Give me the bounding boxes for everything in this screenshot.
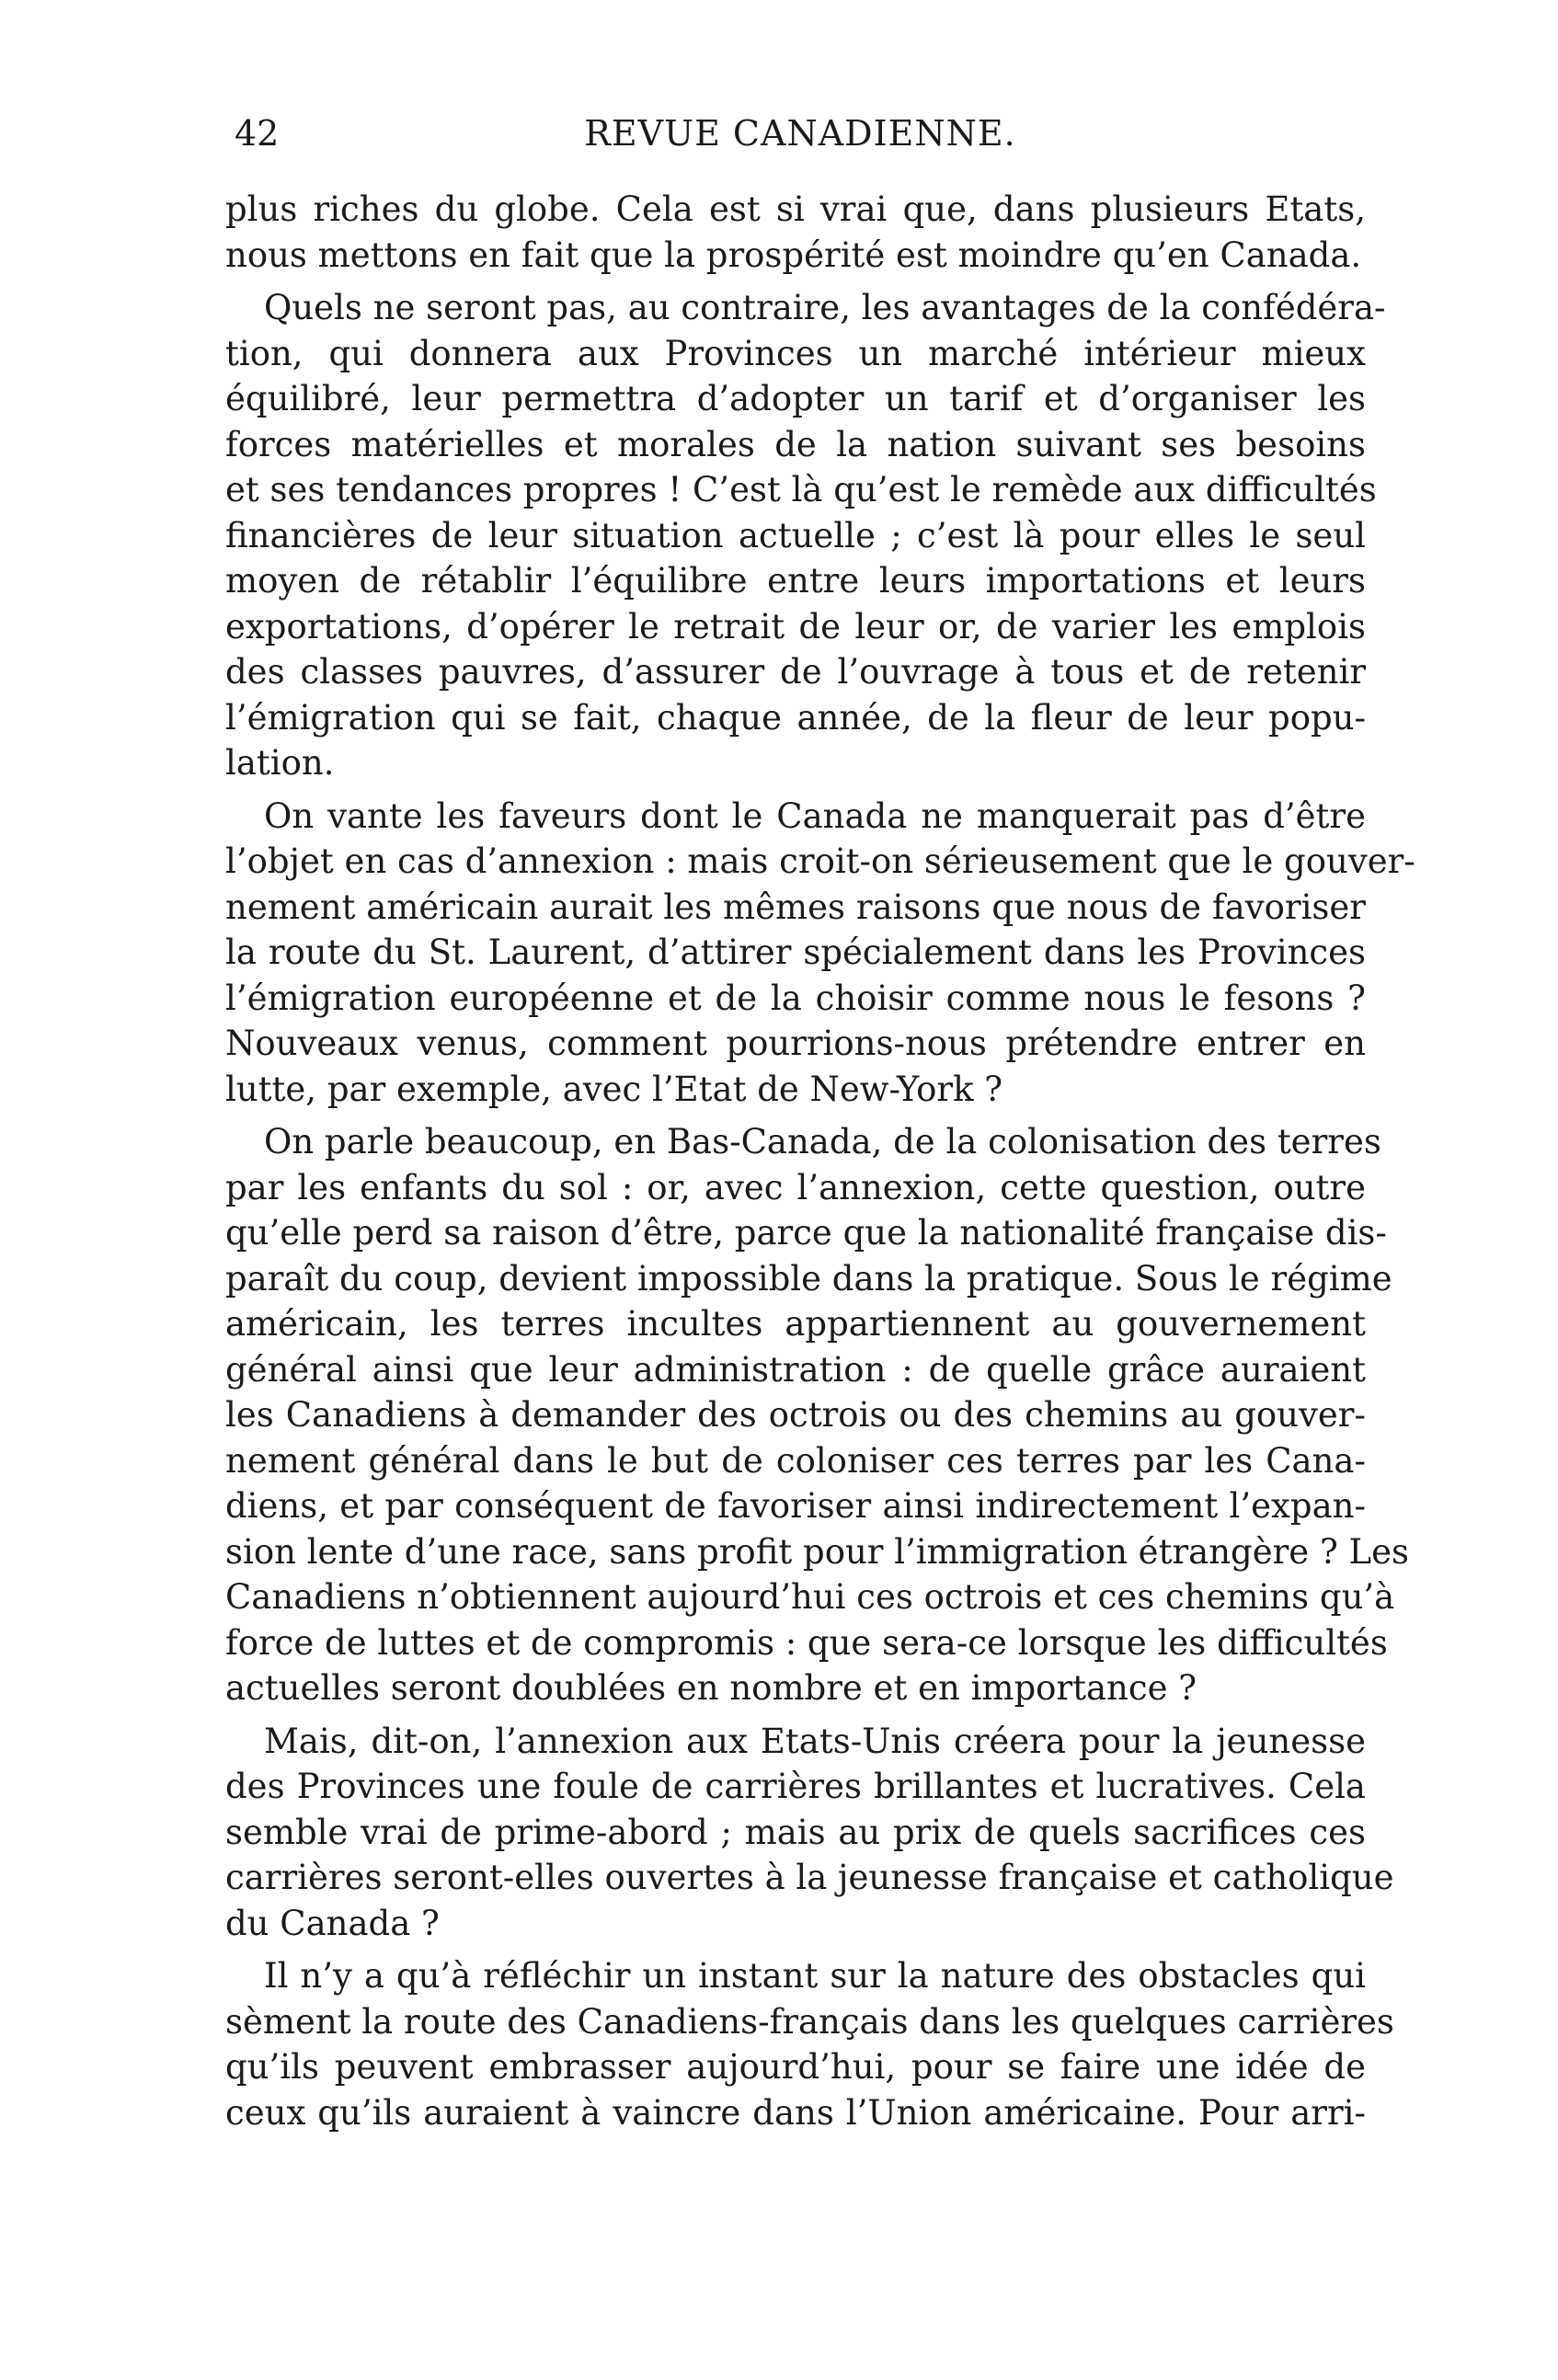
text-line: On parle beaucoup, en Bas-Canada, de la colonisation des terres <box>264 1122 1381 1161</box>
text-line: semble vrai de prime-abord ; mais au prix de quels sacrifices ces <box>225 1812 1366 1852</box>
paragraph <box>225 1719 1394 1947</box>
text-line: sion lente d’une race, sans profit pour l’immigration étrangère ? Les <box>225 1531 1409 1572</box>
text-line: qu’elle perd sa raison d’être, parce que la nationalité française dis- <box>225 1213 1387 1253</box>
text-line: les Canadiens à demander des octrois ou des chemins au gouver- <box>225 1395 1366 1435</box>
body-text <box>225 187 1415 2135</box>
paragraph <box>225 1953 1394 2135</box>
text-line: général ainsi que leur administration : de quelle grâce auraient <box>225 1349 1366 1390</box>
paragraph-gap <box>225 278 1366 285</box>
text-line: On vante les faveurs dont le Canada ne manquerait pas d’être <box>264 795 1366 836</box>
text-line: nous mettons en fait que la prospérité est moindre qu’en Canada. <box>225 235 1362 275</box>
text-line: sèment la route des Canadiens-français dans les quelques carrières <box>225 2001 1394 2042</box>
paragraph-gap <box>225 1946 1366 1953</box>
page-number: 42 <box>235 113 280 154</box>
paragraph <box>225 187 1366 278</box>
paragraph-gap <box>225 1711 1366 1719</box>
text-line: l’objet en cas d’annexion : mais croit-on sérieusement que le gouver- <box>225 841 1415 881</box>
text-line: qu’ils peuvent embrasser aujourd’hui, pour se faire une idée de <box>225 2047 1366 2087</box>
text-line: du Canada ? <box>225 1903 440 1943</box>
text-line: la route du St. Laurent, d’attirer spécialement dans les Provinces <box>225 933 1366 972</box>
paragraph-gap <box>225 786 1366 794</box>
text-line: par les enfants du sol : or, avec l’annexion, cette question, outre <box>225 1167 1366 1207</box>
text-line: moyen de rétablir l’équilibre entre leurs importations et leurs <box>225 561 1366 601</box>
text-line: diens, et par conséquent de favoriser ainsi indirectement l’expan- <box>225 1486 1366 1526</box>
text-line: ceux qu’ils auraient à vaincre dans l’Union américaine. Pour arri- <box>225 2092 1366 2133</box>
text-line: lutte, par exemple, avec l’Etat de New-York ? <box>225 1069 1003 1109</box>
text-line: l’émigration européenne et de la choisir comme nous le fesons ? <box>225 978 1366 1018</box>
text-line: Mais, dit-on, l’annexion aux Etats-Unis créera pour la jeunesse <box>264 1721 1366 1761</box>
text-line: américain, les terres incultes appartiennent au gouvernement <box>225 1304 1366 1344</box>
paragraph-gap <box>225 1112 1366 1119</box>
text-line: financières de leur situation actuelle ; c’est là pour elles le seul <box>225 515 1366 555</box>
text-line: équilibré, leur permettra d’adopter un tarif et d’organiser les <box>225 379 1366 418</box>
text-line: force de luttes et de compromis : que sera-ce lorsque les difficultés <box>225 1622 1388 1663</box>
paragraph <box>225 285 1386 786</box>
paragraph <box>225 794 1415 1113</box>
running-title: REVUE CANADIENNE. <box>584 113 1016 154</box>
text-line: plus riches du globe. Cela est si vrai que, dans plusieurs Etats, <box>225 189 1366 229</box>
text-line: lation. <box>225 743 335 783</box>
text-line: Canadiens n’obtiennent aujourd’hui ces octrois et ces chemins qu’à <box>225 1577 1395 1617</box>
text-line: Quels ne seront pas, au contraire, les avantages de la confédéra- <box>264 288 1386 327</box>
text-line: carrières seront-elles ouvertes à la jeunesse française et catholique <box>225 1858 1394 1897</box>
text-line: et ses tendances propres ! C’est là qu’est le remède aux difficultés <box>225 470 1377 509</box>
text-line: Il n’y a qu’à réfléchir un instant sur la nature des obstacles qui <box>264 1956 1366 1996</box>
text-line: forces matérielles et morales de la nation suivant ses besoins <box>225 424 1366 464</box>
text-line: Nouveaux venus, comment pourrions-nous prétendre entrer en <box>225 1024 1366 1063</box>
text-line: l’émigration qui se fait, chaque année, de la fleur de leur popu- <box>225 697 1366 738</box>
text-line: paraît du coup, devient impossible dans la pratique. Sous le régime <box>225 1258 1392 1299</box>
text-line: des classes pauvres, d’assurer de l’ouvrage à tous et de retenir <box>225 652 1366 692</box>
text-line: exportations, d’opérer le retrait de leur or, de varier les emplois <box>225 606 1366 646</box>
text-line: nement général dans le but de coloniser ces terres par les Cana- <box>225 1440 1366 1481</box>
text-line: nement américain aurait les mêmes raisons que nous de favoriser <box>225 887 1366 927</box>
paragraph <box>225 1119 1409 1711</box>
text-line: actuelles seront doublées en nombre et en importance ? <box>225 1668 1197 1708</box>
page-header <box>235 106 1366 161</box>
text-line: des Provinces une foule de carrières brillantes et lucratives. Cela <box>225 1767 1366 1806</box>
text-line: tion, qui donnera aux Provinces un marché intérieur mieux <box>225 333 1366 373</box>
